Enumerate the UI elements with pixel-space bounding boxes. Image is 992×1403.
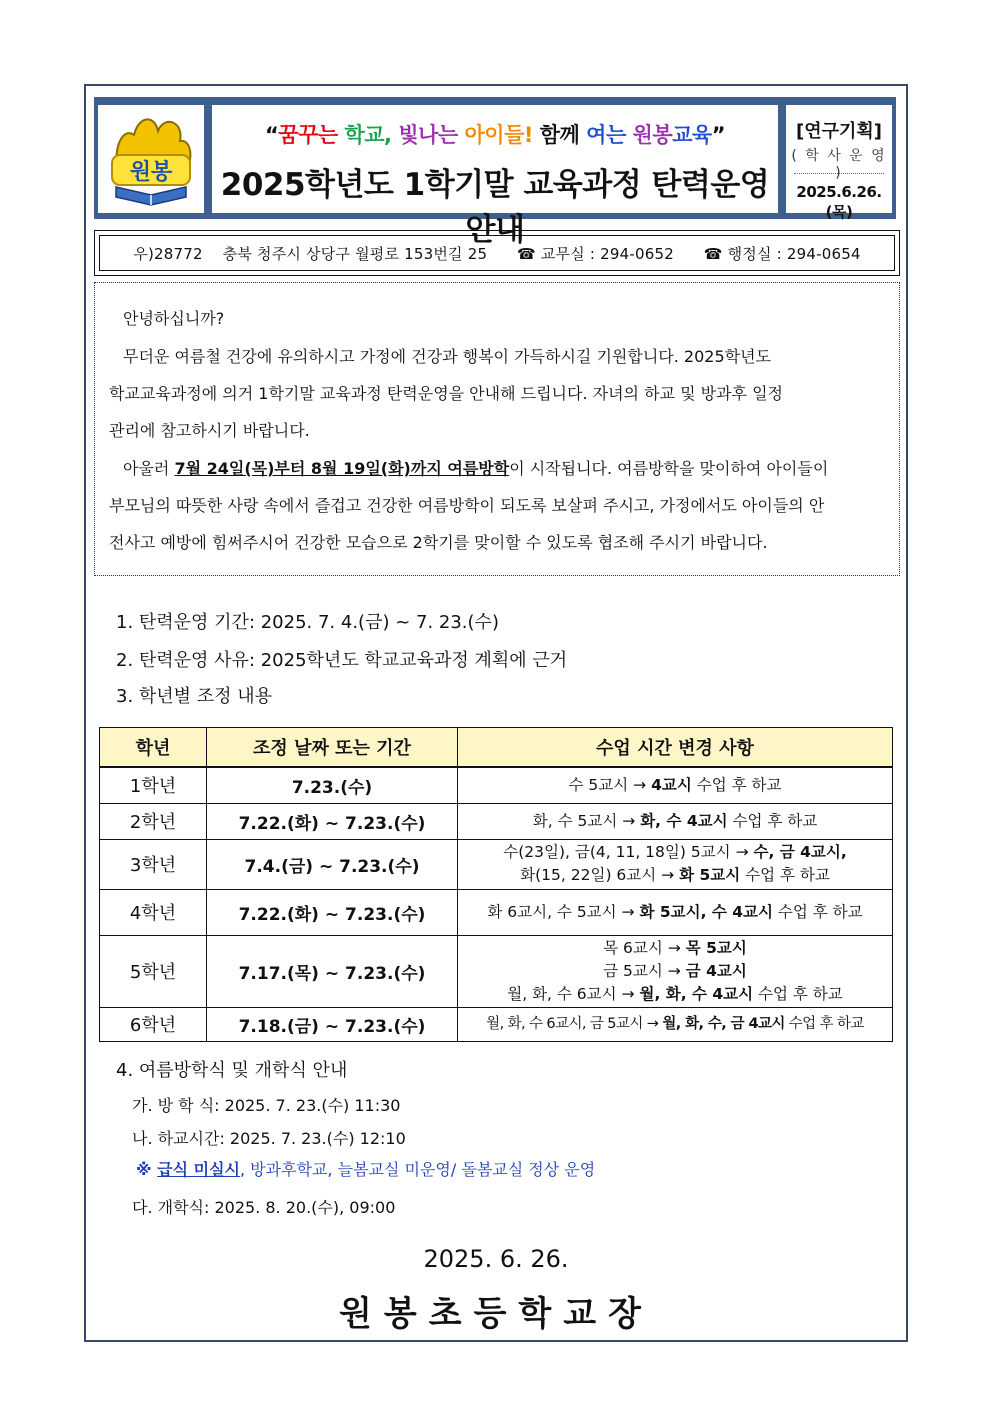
table-row (100, 767, 893, 803)
grade-cell: 1학년 (100, 767, 207, 803)
footer-date: 2025. 6. 26. (423, 1245, 569, 1273)
change-cell (458, 935, 893, 1007)
change-text: 목 5교시 (685, 938, 747, 957)
address-inner (99, 235, 895, 271)
change-cell (458, 767, 893, 803)
closing-ceremony: 가. 방 학 식: 2025. 7. 23.(수) 11:30 (132, 1096, 401, 1115)
table-row (100, 1007, 893, 1041)
change-text: 화, 수 5교시 → (532, 811, 641, 830)
change-text: 수, 금 4교시, (753, 843, 847, 861)
slogan-open-quote: “ (264, 123, 279, 147)
issue-date: 2025.6.26.(목) (796, 183, 882, 221)
greeting-hello: 안녕하십니까? (123, 309, 225, 328)
notice-text: , 방과후학교, 늘봄교실 미운영/ 돌봄교실 정상 운영 (239, 1160, 596, 1179)
slogan-word: 함께 (539, 123, 580, 147)
school-emblem-icon (98, 105, 204, 213)
dismissal-time: 나. 하교시간: 2025. 7. 23.(수) 12:10 (132, 1129, 406, 1148)
item-period: 1. 탄력운영 기간: 2025. 7. 4.(금) ~ 7. 23.(수) (116, 612, 499, 633)
change-text: 수업 후 하교 (740, 866, 830, 884)
column-header: 수업 시간 변경 사항 (458, 728, 893, 768)
column-header: 학년 (100, 728, 207, 768)
change-text: 수 5교시 → (568, 775, 652, 794)
date-cell: 7.4.(금) ~ 7.23.(수) (207, 839, 458, 889)
document-title: 2025학년도 1학기말 교육과정 탄력운영 안내 (220, 167, 770, 248)
item-reason: 2. 탄력운영 사유: 2025학년도 학교교육과정 계획에 근거 (116, 650, 568, 671)
category-label: [연구기획] (795, 121, 882, 142)
change-text: 수(23일), 금(4, 11, 18일) 5교시 → (503, 843, 754, 861)
slogan-word: 교육 (672, 123, 712, 147)
change-text: 4교시 (651, 775, 692, 794)
slogan-word: 여는 (586, 123, 626, 147)
street-address: 충북 청주시 상당구 월평로 153번길 25 (222, 245, 488, 263)
change-text: 수업 후 하교 (753, 984, 843, 1003)
date-cell: 7.17.(목) ~ 7.23.(수) (207, 935, 458, 1007)
principal-signature: 원봉초등학교장 (339, 1294, 653, 1334)
school-logo (98, 105, 204, 213)
table-header-row (100, 728, 893, 768)
change-text: 화 6교시, 수 5교시 → (487, 902, 640, 921)
date-cell: 7.18.(금) ~ 7.23.(수) (207, 1007, 458, 1041)
table-row (100, 839, 893, 889)
change-cell (458, 889, 893, 935)
table-row (100, 935, 893, 1007)
slogan-word: 원봉 (632, 123, 673, 147)
change-text: 화(15, 22일) 6교시 → (520, 866, 680, 884)
change-text: 목 6교시 → (603, 938, 686, 957)
date-cell: 7.22.(화) ~ 7.23.(수) (207, 803, 458, 839)
greeting-text: 이 시작됩니다. 여름방학을 맞이하여 아이들이 (509, 459, 829, 478)
grade-adjustment-table (99, 727, 893, 1042)
slogan-close-quote: ” (711, 123, 726, 147)
change-text: 월, 화, 수 6교시 → (507, 984, 640, 1003)
greeting-line: 관리에 참고하시기 바랍니다. (109, 421, 310, 440)
change-cell (458, 803, 893, 839)
change-text: 금 5교시 → (603, 961, 686, 980)
slogan-word: 빛나는 (398, 123, 458, 147)
vacation-period-emphasis: 7월 24일(목)부터 8월 19일(화)까지 여름방학 (174, 459, 510, 478)
meta-divider (794, 173, 884, 174)
change-text: 수업 후 하교 (727, 811, 818, 830)
logo-text: 원봉 (129, 160, 173, 185)
change-cell (458, 839, 893, 889)
greeting-line: 전사고 예방에 힘써주시어 건강한 모습으로 2학기를 맞이할 수 있도록 협조해 주시기 바랍니다. (109, 533, 768, 552)
date-cell: 7.22.(화) ~ 7.23.(수) (207, 889, 458, 935)
lunch-notice (136, 1157, 595, 1180)
admin-office-phone: 행정실 : 294-0654 (727, 245, 861, 263)
greeting-text: 아울러 (123, 459, 175, 478)
sub-category-label: ( 학 사 운 영 ) (791, 148, 887, 181)
grade-cell: 5학년 (100, 935, 207, 1007)
date-cell: 7.23.(수) (207, 767, 458, 803)
title-area (212, 105, 778, 248)
greeting-line: 무더운 여름철 건강에 유의하시고 가정에 건강과 행복이 가득하시길 기원합니다. 2025학년도 (123, 347, 771, 366)
greeting-line: 부모님의 따뜻한 사랑 속에서 즐겁고 건강한 여름방학이 되도록 보살펴 주시고, 가정에서도 아이들의 안 (109, 496, 825, 515)
phone-icon: ☎ (517, 245, 536, 263)
postal-code: 우)28772 (133, 245, 203, 263)
grade-cell: 2학년 (100, 803, 207, 839)
slogan-word: 꿈꾸는 (278, 123, 338, 147)
table-row (100, 889, 893, 935)
change-text: 수업 후 하교 (691, 775, 782, 794)
item-adjustments: 3. 학년별 조정 내용 (116, 686, 273, 707)
change-text: 화, 수 4교시 (640, 811, 728, 830)
change-text: 금 4교시 (685, 961, 747, 980)
change-cell (458, 1007, 893, 1041)
change-text: 월, 화, 수 4교시 (639, 984, 754, 1003)
notice-emphasis: 급식 미실시 (157, 1160, 240, 1179)
column-header: 조정 날짜 또는 기간 (207, 728, 458, 768)
table-row (100, 803, 893, 839)
school-slogan (212, 119, 778, 149)
phone-icon: ☎ (703, 245, 723, 263)
greeting-box (94, 282, 900, 576)
notice-mark: ※ (136, 1160, 158, 1179)
change-text: 월, 화, 수 6교시, 금 5교시 → (486, 1015, 663, 1032)
grade-cell: 3학년 (100, 839, 207, 889)
slogan-word: 학교, (344, 123, 392, 147)
document-meta (786, 105, 892, 221)
grade-cell: 6학년 (100, 1007, 207, 1041)
greeting-line (109, 451, 889, 487)
change-text: 월, 화, 수, 금 4교시 (662, 1015, 785, 1032)
change-text: 수업 후 하교 (772, 902, 863, 921)
opening-ceremony: 다. 개학식: 2025. 8. 20.(수), 09:00 (132, 1198, 396, 1217)
change-text: 수업 후 하교 (784, 1015, 864, 1032)
greeting-line: 학교교육과정에 의거 1학기말 교육과정 탄력운영을 안내해 드립니다. 자녀의 하교 및 방과후 일정 (109, 384, 783, 403)
address-bar (94, 230, 900, 276)
item-ceremony: 4. 여름방학식 및 개학식 안내 (116, 1060, 348, 1081)
teacher-office-phone: 교무실 : 294-0652 (540, 245, 674, 263)
slogan-word: 아이들! (464, 123, 533, 147)
change-text: 화 5교시, 수 4교시 (639, 902, 773, 921)
grade-cell: 4학년 (100, 889, 207, 935)
change-text: 화 5교시 (679, 866, 741, 884)
